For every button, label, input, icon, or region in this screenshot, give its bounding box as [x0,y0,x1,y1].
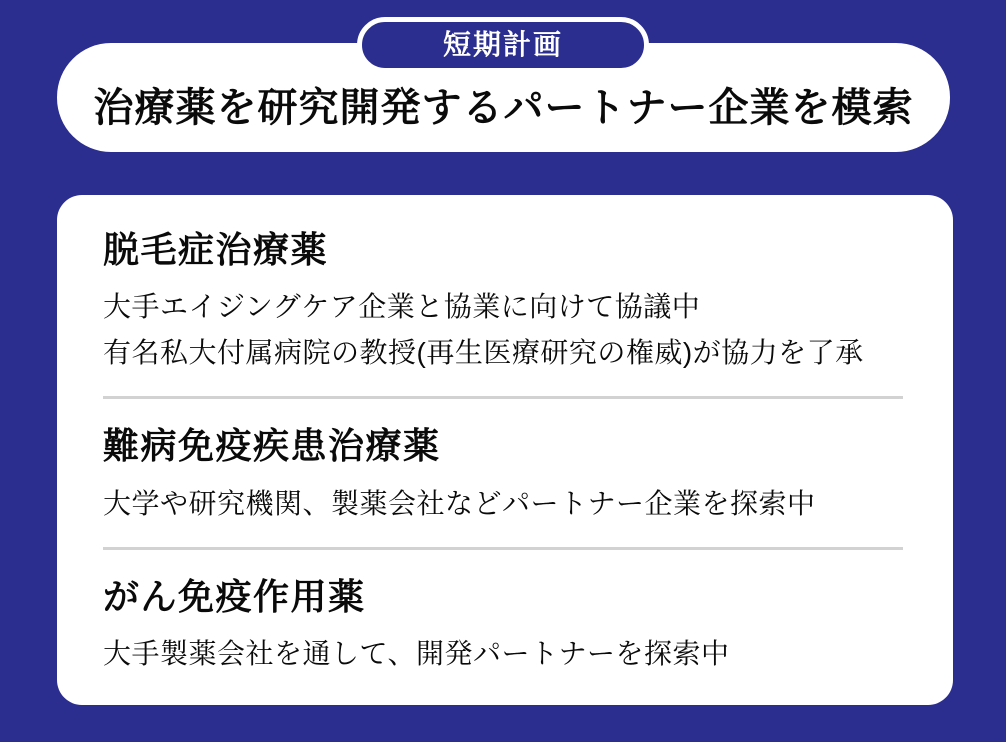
section-line: 有名私大付属病院の教授(再生医療研究の権威)が協力を了承 [103,336,864,368]
section-heading: 脱毛症治療薬 [103,229,329,270]
section-line: 大手製薬会社を通して、開発パートナーを探索中 [103,638,730,670]
section-line: 大学や研究機関、製薬会社などパートナー企業を探索中 [103,487,816,519]
section-heading: 難病免疫疾患治療薬 [103,425,441,467]
section-divider [103,547,903,550]
page-title: 治療薬を研究開発するパートナー企業を模索 [93,85,914,130]
content-card [57,195,953,705]
section-heading: がん免疫作用薬 [103,575,366,617]
section-line: 大手エイジングケア企業と協業に向けて協議中 [103,291,701,323]
section-divider [103,396,903,399]
plan-badge [357,17,649,73]
section-immune-disease-drug [103,425,903,526]
section-alopecia-drug [103,229,903,375]
section-cancer-immunity-drug [103,576,903,677]
plan-badge-label: 短期計画 [442,29,563,60]
